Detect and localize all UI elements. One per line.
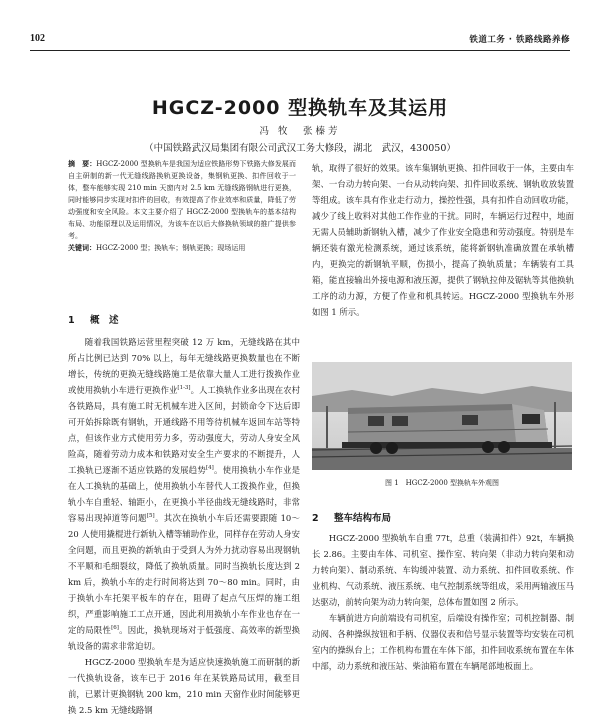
citation: [6]	[111, 625, 119, 632]
section-2-number: 2	[312, 513, 319, 524]
text-run: 。其次在换轨小车后还需要跟随 10～20 人使用撬棍进行新轨入槽等辅助作业，同样存在劳动人身安全问题，而且更换的新轨由于受到人为外力扰动容易出现钢轨不平顺和毛细裂纹，降低了换轨质量。同时当换轨长度达到 2 km 后，换轨小车的走行时间将达到 70～80 min。同时，由于换轨小车托架平板车的存在，阻碍了起点气压焊的施工组织，严重影响施工工点开通，因此利用换轨小车作业也存在一定的局限性	[68, 513, 300, 635]
text-run: 。使用换轨小车作业是在人工换轨的基础上，使用换轨小车替代人工拨换作业，但换轨小车自重轻、轴距小，在更换小半径曲线无缝线路时，非常容易出现掉道等问题	[68, 465, 301, 523]
page-number: 102	[30, 33, 45, 44]
paragraph: HGCZ-2000 型换轨车是为适应快速换轨施工而研制的新一代换轨设备，该车已于 2016 年在某铁路局试用，截至目前，已累计更换钢轨 200 km，210 min 天窗作业时间能够更换 2.5 km 无缝线路钢	[68, 657, 300, 715]
abstract-label: 摘 要：	[68, 160, 97, 168]
section-2-heading	[312, 510, 391, 524]
header-rule	[30, 50, 570, 51]
column-2-bottom	[312, 530, 574, 674]
column-1-body	[68, 334, 300, 718]
paragraph	[68, 334, 300, 654]
section-2-title: 整车结构布局	[334, 513, 392, 524]
figure-1-railcar-photo	[312, 362, 572, 470]
affiliation: （中国铁路武汉局集团有限公司武汉工务大修段，湖北 武汉，430050）	[144, 143, 456, 154]
authors: 冯 牧 张榛芳	[259, 126, 341, 137]
column-2-top	[312, 160, 574, 320]
section-1-title: 概 述	[90, 315, 119, 326]
text-run: 随着我国铁路运营里程突破 12 万 km，无缝线路在其中所占比例已达到 70% 以上，每年无缝线路更换数量也在不断增长，传统的更换无缝线路施工是依靠大量人工进行拨换作业或使用换轨小车进行更换作业	[68, 337, 300, 395]
railcar-illustration	[312, 362, 572, 470]
text-run: 。人工换轨作业多出现在农村各铁路局，具有施工时无机械车进入区间，封锁命令下达后即可开始拆除既有钢轨，开通线路不用等待机械车返回车站等特点，但该作业方式使用劳力多，劳动强度大，劳动人身安全风险高，随着劳动力成本和铁路对安全生产要求的不断提升，人工换轨已逐渐不适应铁路的发展趋势	[68, 385, 300, 475]
citation: [5]	[146, 513, 155, 520]
abstract-text: HGCZ-2000 型换轨车是我国为适应铁路形势下铁路大修发展而自主研制的新一代无缝线路换轨更换设备，集钢轨更换、扣件回收于一体，整车能够实现 210 min 天窗内对 2.5 km 无缝线路钢轨进行更换，同时能够同步实现对扣件的回收，有效提高了作业效率和质量，降低了劳动强度和安全风险。本文主要介绍了 HGCZ-2000 型换轨车的基本结构布局、功能原理以及运用情况，为该车在以后大修换轨领域的推广提供参考。	[68, 160, 297, 240]
citation: [4]	[205, 465, 214, 472]
paper-title: HGCZ-2000 型换轨车及其运用	[151, 97, 449, 119]
paragraph: 轨，取得了很好的效果。该车集钢轨更换、扣件回收于一体，主要由车架、一台动力转向架、一台从动转向架、扣件回收系统、钢轨收放装置等组成。该车具有作业走行动力，操控性强，具有扣件自动回收功能，减少了线上收料对其他工作作业的干扰。同时，车辆运行过程中，地面无需人员辅助新钢轨入槽，减少了作业安全隐患和劳动强度。特别是车辆还装有激光检测系统，通过该系统，能将新钢轨准确放置在承轨槽内，更换完的新钢轨平顺，伤损小，提高了换轨质量；车辆装有工具箱，能直接输出外接电源和液压源，提供了钢轨拉伸及锯轨等其他换轨工序的动力源，方便了作业和机具转运。HGCZ-2000 型换轨车外形如图 1 所示。	[312, 163, 574, 317]
section-1-number: 1	[68, 315, 75, 326]
keywords	[68, 242, 296, 254]
figure-1-caption: 图 1 HGCZ-2000 型换轨车外观图	[385, 479, 499, 487]
keywords-text: HGCZ-2000 型；换轨车；钢轨更换；现场运用	[96, 244, 246, 252]
text-run: 。因此，换轨现场对于低强度、高效率的新型换轨设备的需求非常迫切。	[68, 625, 301, 651]
paragraph: HGCZ-2000 型换轨车自重 77t，总重（装满扣件）92t，车辆换长 2.86。主要由车体、司机室、操作室、转向架（非动力转向架和动力转向架）、制动系统、车钩缓冲装置、动力系统、扣件回收系统、作业机构、气动系统、液压系统、电气控制系统等组成，采用两轴液压马达驱动，前转向架为动力转向架，总体布置如图 2 所示。	[312, 533, 574, 607]
citation: [1-3]	[177, 385, 191, 392]
running-title: 铁道工务 · 铁路线路养修	[469, 35, 570, 45]
paragraph: 车辆前进方向前端设有司机室，后端设有操作室；司机控制器、制动阀、各种操纵按钮和手柄、仪器仪表和信号显示装置等均安装在司机室内的操纵台上；工作机构布置在车体下部，扣件回收系统布置在车体中部，动力系统和液压站、柴油箱布置在车辆尾部地板面上。	[312, 613, 574, 671]
abstract-text-container	[68, 158, 296, 242]
abstract-block	[68, 158, 296, 254]
keywords-label: 关键词：	[68, 244, 96, 252]
section-1-heading	[68, 312, 119, 326]
